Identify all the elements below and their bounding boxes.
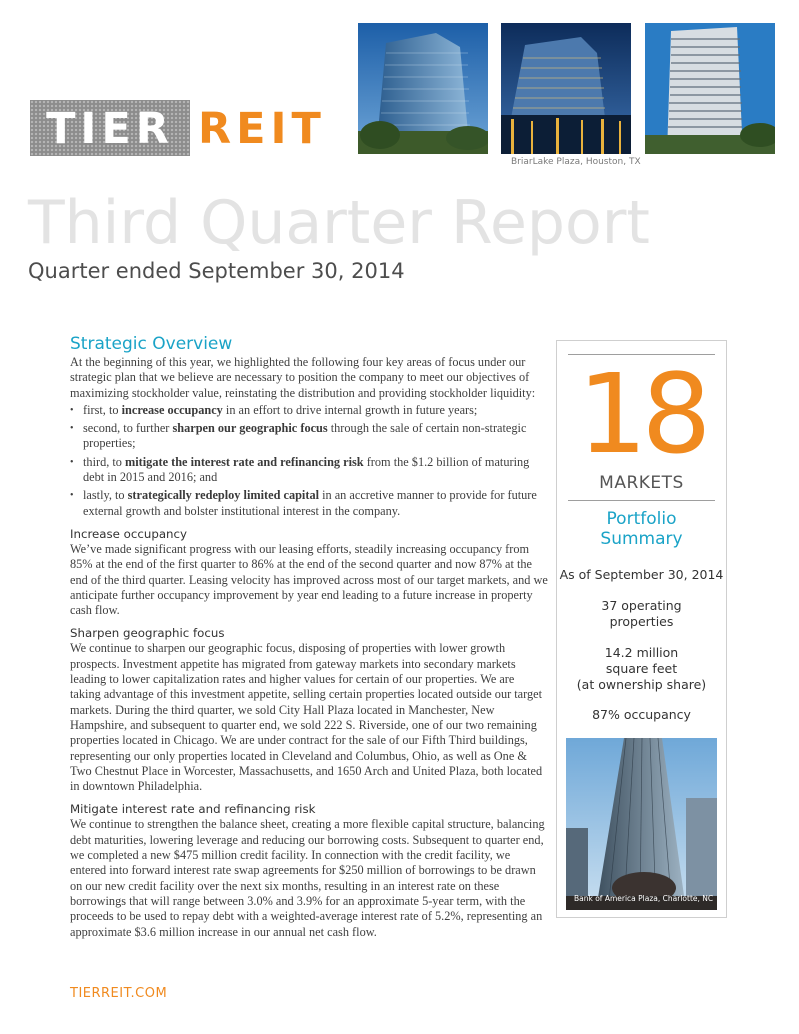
sidebar-photo-tower — [566, 738, 717, 910]
portfolio-summary-title-line1: Portfolio — [606, 509, 677, 529]
section-body-occupancy: We’ve made significant progress with our leasing efforts, steadily increasing occupancy from 85% at the end of the first quarter to 86% at the end of the second quarter and now 87% at the end of the third quarter. Leasing velocity has improved across most of our target markets, and we anticipate further occupancy improvement by year end leading to a future increase in property cash flow. — [70, 541, 548, 618]
bullet-bold: mitigate the interest rate and refinancing risk — [125, 454, 364, 469]
strategic-overview-heading: Strategic Overview — [70, 334, 233, 354]
logo-tier-text: TIER — [46, 104, 174, 154]
bullet-pre: lastly, to — [83, 488, 128, 503]
sidebar-photo-caption: Bank of America Plaza, Charlotte, NC — [574, 894, 714, 903]
website-link[interactable]: TIERREIT.COM — [70, 986, 168, 1001]
header-photo-tower-blue — [645, 23, 775, 154]
header-photo-tower-night — [501, 23, 631, 154]
markets-label: MARKETS — [599, 473, 684, 493]
bullet-post: in an effort to drive internal growth in future years; — [222, 402, 478, 417]
occupancy-stat: 87% occupancy — [592, 707, 691, 722]
logo-reit-text: REIT — [198, 104, 326, 154]
bullet-post: in an accretive manner to provide for future external growth and bolster institutional interest in the company. — [83, 488, 537, 518]
main-column — [70, 334, 548, 940]
list-item — [70, 403, 548, 418]
bullet-bold: increase occupancy — [121, 402, 223, 417]
tierreit-logo — [30, 100, 330, 156]
header-photo-caption: BriarLake Plaza, Houston, TX — [511, 157, 641, 167]
header-photo-tower-day — [358, 23, 488, 154]
list-item — [70, 421, 548, 452]
section-heading-geographic: Sharpen geographic focus — [70, 626, 225, 641]
portfolio-summary-sidebar — [556, 340, 727, 918]
page-subtitle: Quarter ended September 30, 2014 — [28, 259, 405, 283]
page-title: Third Quarter Report — [28, 188, 650, 258]
operating-properties-line1: 37 operating — [601, 598, 682, 613]
logo-tier-block — [30, 100, 190, 156]
strategic-overview-intro: At the beginning of this year, we highlighted the following four key areas of focus under our strategic plan that we believe are necessary to position the company to meet our objectives of maximizing stockholder value, reinstating the distribution and providing stockholder liquidity: — [70, 355, 536, 400]
bullet-pre: first, to — [83, 402, 122, 417]
bullet-post: from the $1.2 billion of maturing debt in 2015 and 2016; and — [83, 454, 530, 485]
logo-reit-block — [190, 100, 330, 156]
square-feet-line1: 14.2 million — [604, 645, 679, 660]
operating-properties — [557, 598, 726, 630]
section-body-interest-rate: We continue to strengthen the balance sheet, creating a more flexible capital structure, balancing debt maturities, lowering leverage and reducing our borrowing costs. Subsequent to quarter end, we completed a new $475 million credit facility. In connection with the credit facility, we entered into forward interest rate swap agreements for $250 million of borrowings to be drawn on our new credit facility over the next six months, resulting in an interest rate on these borrowings that will range between 3.0% and 3.9% for an approximate 5-year term, with the proceeds to be used to repay debt with a weighted-average interest rate of 5.2%, representing an approximate $3.6 million increase in our annual net cash flow. — [70, 817, 545, 939]
square-feet-line3: (at ownership share) — [576, 677, 707, 692]
portfolio-summary-title — [557, 509, 726, 549]
bullet-pre: second, to further — [83, 421, 173, 436]
as-of-date: As of September 30, 2014 — [559, 567, 724, 582]
list-item — [70, 455, 548, 486]
portfolio-summary-title-line2: Summary — [600, 529, 683, 549]
operating-properties-line2: properties — [609, 614, 674, 629]
bullet-post: through the sale of certain non-strategic properties; — [83, 421, 527, 451]
sidebar-divider-mid — [568, 500, 715, 501]
square-feet-line2: square feet — [605, 661, 678, 676]
section-body-geographic: We continue to sharpen our geographic focus, disposing of properties with lower growth prospects. Investment appetite has migrated from gateway markets into secondary markets leading to lower capitalization rates and higher values for certain of our properties. We are taking advantage of this investment appetite, selling certain properties located outside our target markets. During the third quarter, we sold City Hall Plaza located in Manchester, New Hampshire, and subsequent to quarter end, we sold 222 S. Riverside, one of our two remaining properties located in Chicago. We are under contract for the sale of our Fifth Third buildings, representing our only properties located in Cleveland and Columbus, Ohio, as well as One & Two Chestnut Place in Worcester, Massachusetts, and 1650 Arch and United Plaza, both located in downtown Philadelphia. — [70, 641, 543, 794]
bullet-bold: sharpen our geographic focus — [172, 421, 328, 436]
section-heading-occupancy: Increase occupancy — [70, 526, 188, 541]
markets-count: 18 — [577, 350, 706, 478]
bullet-pre: third, to — [83, 454, 126, 469]
square-feet — [557, 645, 726, 693]
list-item — [70, 488, 548, 519]
bullet-bold: strategically redeploy limited capital — [127, 488, 320, 503]
strategic-focus-list — [70, 403, 548, 519]
section-heading-interest-rate: Mitigate interest rate and refinancing risk — [70, 802, 316, 817]
